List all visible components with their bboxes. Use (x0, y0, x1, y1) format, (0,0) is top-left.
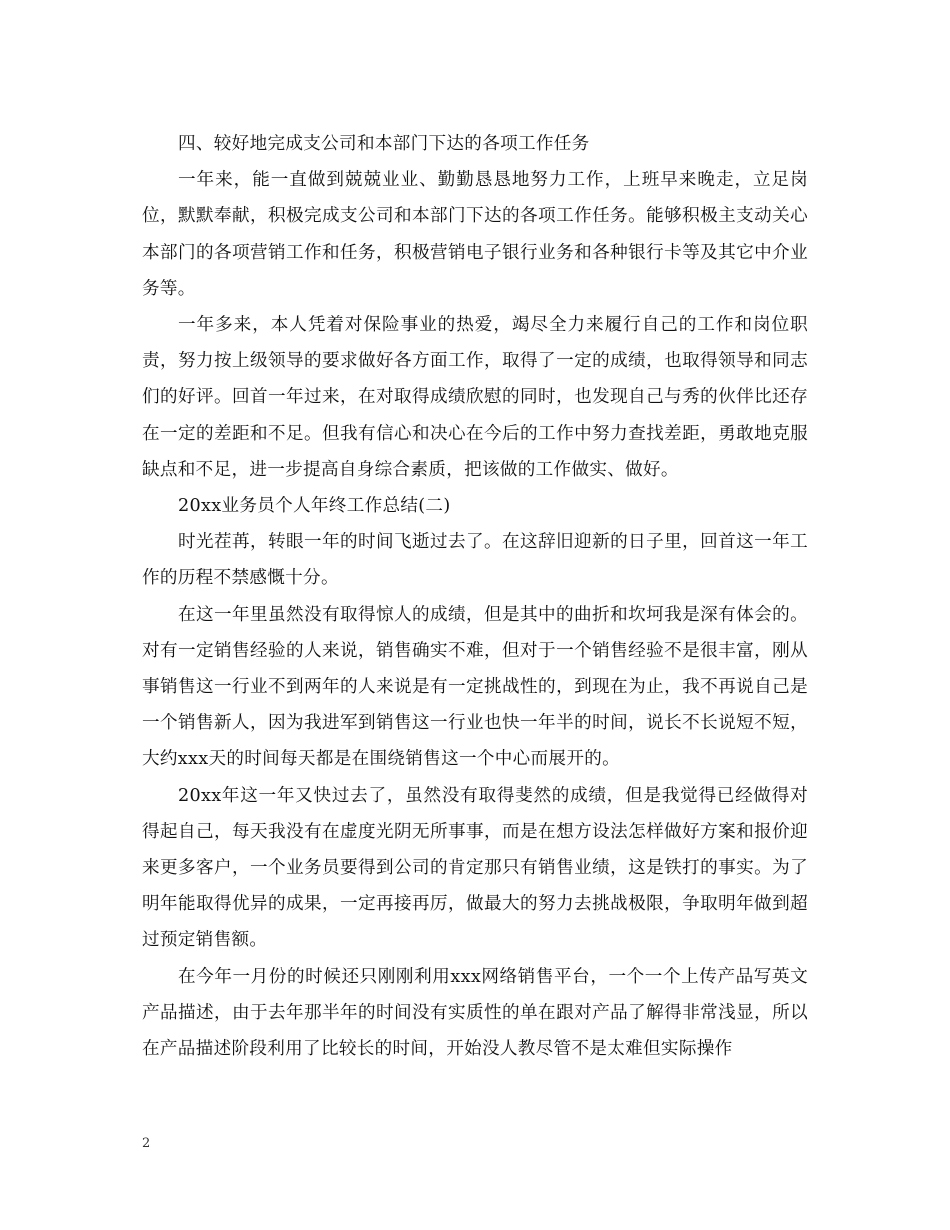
section-heading-4: 四、较好地完成支公司和本部门下达的各项工作任务 (178, 134, 590, 154)
paragraph: 20xx年这一年又快过去了，虽然没有取得斐然的成绩，但是我觉得已经做得对得起自己，每天我没有在虚度光阴无所事事，而是在想方设法怎样做好方案和报价迎来更多客户，一个业务员要得到公司的肯定那只有销售业绩，这是铁打的事实。为了明年能取得优异的成果，一定再接再厉，做最大的努力去挑战极限，争取明年做到超过预定销售额。 (142, 785, 808, 951)
page-number: 2 (142, 1136, 151, 1151)
paragraph: 时光茬苒，转眼一年的时间飞逝过去了。在这辞旧迎新的日子里，回首这一年工作的历程不禁感慨十分。 (142, 532, 808, 589)
article-subtitle: 20xx业务员个人年终工作总结(二) (178, 496, 451, 517)
document-body (142, 126, 808, 1067)
paragraph: 一年来，能一直做到兢兢业业、勤勤恳恳地努力工作，上班早来晚走，立足岗位，默默奉献，积极完成支公司和本部门下达的各项工作任务。能够积极主支动关心本部门的各项营销工作和任务，积极营销电子银行业务和各种银行卡等及其它中介业务等。 (142, 170, 808, 299)
paragraph: 在这一年里虽然没有取得惊人的成绩，但是其中的曲折和坎坷我是深有体会的。对有一定销售经验的人来说，销售确实不难，但对于一个销售经验不是很丰富，刚从事销售这一行业不到两年的人来说是有一定挑战性的，到现在为止，我不再说自己是一个销售新人，因为我进军到销售这一行业也快一年半的时间，说长不长说短不短，大约xxx天的时间每天都是在围绕销售这一个中心而展开的。 (142, 604, 808, 770)
paragraph: 在今年一月份的时候还只刚刚利用xxx网络销售平台，一个一个上传产品写英文产品描述，由于去年那半年的时间没有实质性的单在跟对产品了解得非常浅显，所以在产品描述阶段利用了比较长的时间，开始没人教尽管不是太难但实际操作 (142, 966, 808, 1060)
paragraph: 一年多来，本人凭着对保险事业的热爱，竭尽全力来履行自己的工作和岗位职责，努力按上级领导的要求做好各方面工作，取得了一定的成绩，也取得领导和同志们的好评。回首一年过来，在对取得成绩欣慰的同时，也发现自己与秀的伙伴比还存在一定的差距和不足。但我有信心和决心在今后的工作中努力查找差距，勇敢地克服缺点和不足，进一步提高自身综合素质，把该做的工作做实、做好。 (142, 315, 808, 480)
